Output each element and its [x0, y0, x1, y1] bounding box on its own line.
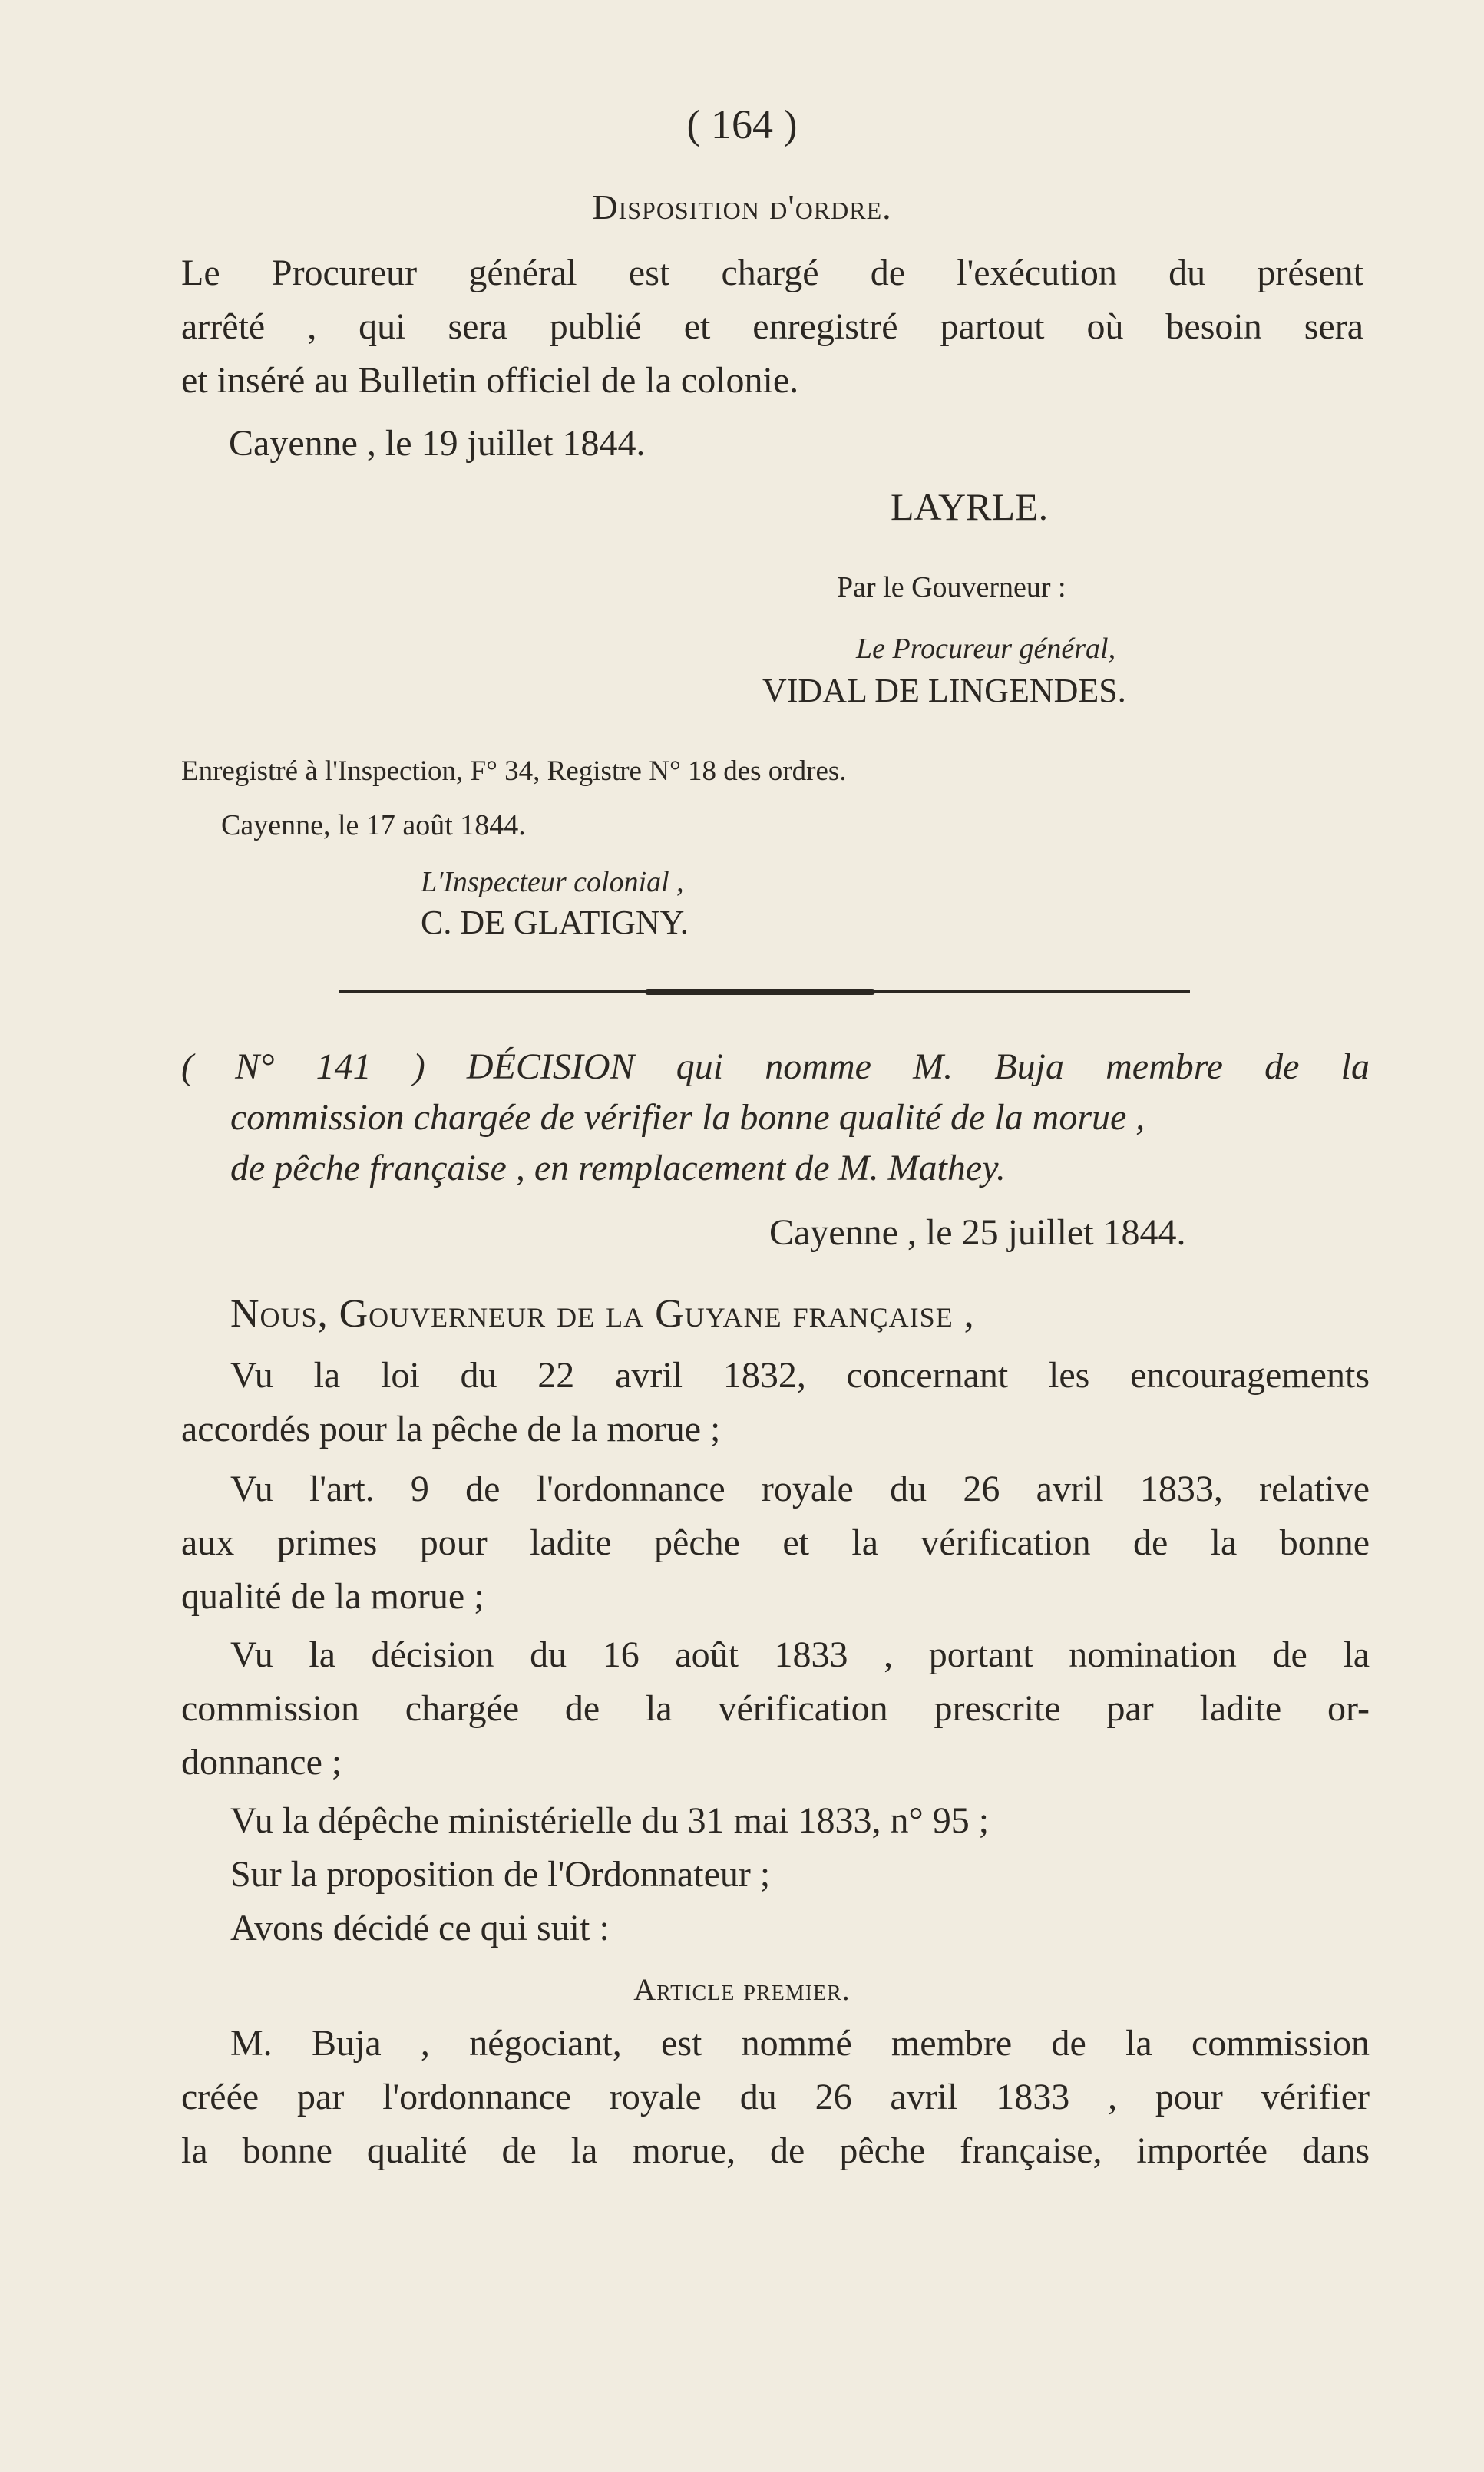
date-line: Cayenne , le 19 juillet 1844. [229, 423, 646, 464]
decision-heading-line: de pêche française , en remplacement de M. Mathey. [230, 1148, 1006, 1188]
signature-layrle: LAYRLE. [891, 485, 1049, 528]
body-line: Vu la décision du 16 août 1833 , portant nomination de la [230, 1634, 1370, 1675]
decision-heading-line: commission chargée de vérifier la bonne qualité de la morue , [230, 1097, 1145, 1138]
paragraph-line: Le Procureur général est chargé de l'exécution du présent [181, 253, 1363, 293]
article-line: créée par l'ordonnance royale du 26 avril 1833 , pour vérifier [181, 2077, 1370, 2117]
separator-ornament [645, 989, 875, 995]
procureur-name: VIDAL DE LINGENDES. [762, 672, 1126, 709]
body-line: accordés pour la pêche de la morue ; [181, 1409, 721, 1449]
decision-date: Cayenne , le 25 juillet 1844. [769, 1212, 1186, 1253]
decision-heading-line: ( N° 141 ) DÉCISION qui nomme M. Buja membre de la [181, 1046, 1370, 1087]
inspecteur-name: C. DE GLATIGNY. [421, 904, 689, 941]
body-line: Vu la dépêche ministérielle du 31 mai 1833, n° 95 ; [230, 1800, 990, 1841]
body-line: commission chargée de la vérification prescrite par ladite or- [181, 1688, 1370, 1729]
article-line: la bonne qualité de la morue, de pêche française, importée dans [181, 2130, 1370, 2171]
procureur-title: Le Procureur général, [856, 633, 1116, 665]
paragraph-line: et inséré au Bulletin officiel de la colonie. [181, 360, 799, 401]
paragraph-line: arrêté , qui sera publié et enregistré partout où besoin sera [181, 306, 1363, 347]
par-le-gouverneur: Par le Gouverneur : [837, 571, 1066, 603]
article-heading: Article premier. [633, 1972, 851, 2007]
registration-date: Cayenne, le 17 août 1844. [221, 809, 526, 841]
page-number: ( 164 ) [686, 101, 798, 147]
article-line: M. Buja , négociant, est nommé membre de la commission [230, 2023, 1370, 2064]
body-line: aux primes pour ladite pêche et la vérification de la bonne [181, 1522, 1370, 1563]
registration-line: Enregistré à l'Inspection, F° 34, Registre N° 18 des ordres. [181, 755, 847, 787]
nous-gouverneur: Nous, Gouverneur de la Guyane française , [230, 1292, 975, 1336]
body-line: Avons décidé ce qui suit : [230, 1908, 610, 1948]
section-heading: Disposition d'ordre. [592, 187, 892, 226]
body-line: Vu l'art. 9 de l'ordonnance royale du 26 avril 1833, relative [230, 1469, 1370, 1509]
body-line: Sur la proposition de l'Ordonnateur ; [230, 1854, 771, 1895]
inspecteur-title: L'Inspecteur colonial , [421, 866, 684, 898]
body-line: Vu la loi du 22 avril 1832, concernant les encouragements [230, 1355, 1370, 1396]
body-line: qualité de la morue ; [181, 1576, 484, 1617]
body-line: donnance ; [181, 1742, 342, 1783]
